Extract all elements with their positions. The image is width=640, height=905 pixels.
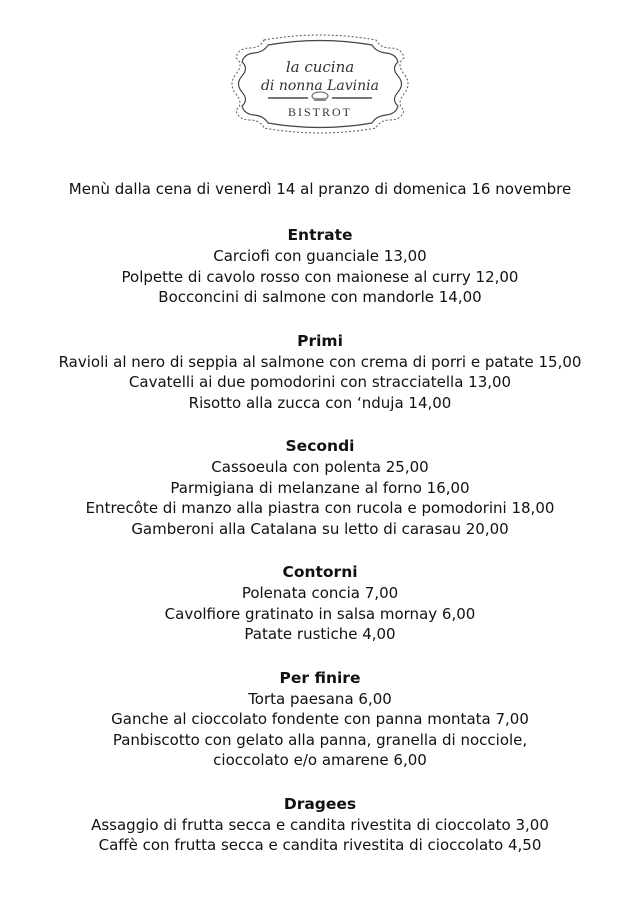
section-secondi xyxy=(0,435,640,539)
section-per-finire xyxy=(0,667,640,771)
section-title: Per finire xyxy=(279,668,361,687)
section-title: Contorni xyxy=(282,563,358,581)
menu-item: Cavolfiore gratinato in salsa mornay 6,00 xyxy=(164,604,476,623)
menu-item: Patate rustiche 4,00 xyxy=(244,625,396,643)
menu-item: Ravioli al nero di seppia al salmone con crema di porri e patate 15,00 xyxy=(58,352,582,371)
menu-item: cioccolato e/o amarene 6,00 xyxy=(213,751,427,769)
menu-item: Ganche al cioccolato fondente con panna montata 7,00 xyxy=(111,710,529,728)
section-title: Primi xyxy=(297,331,343,350)
section-title: Secondi xyxy=(285,437,355,455)
menu-item: Assaggio di frutta secca e candita rivestita di cioccolato 3,00 xyxy=(91,815,549,834)
menu-item: Carciofi con guanciale 13,00 xyxy=(213,247,427,265)
menu-item: Polenata concia 7,00 xyxy=(241,584,399,602)
menu-item: Cavatelli ai due pomodorini con stracciatella 13,00 xyxy=(128,373,512,391)
section-title: Dragees xyxy=(283,794,357,813)
bistrot-logo xyxy=(224,34,416,134)
section-contorni xyxy=(0,561,640,645)
menu-item: Cassoeula con polenta 25,00 xyxy=(211,458,429,476)
menu-item: Risotto alla zucca con ‘nduja 14,00 xyxy=(188,393,452,412)
menu-sections xyxy=(0,224,640,878)
menu-item: Caffè con frutta secca e candita rivestita di cioccolato 4,50 xyxy=(98,836,542,854)
section-primi xyxy=(0,330,640,414)
menu-item: Bocconcini di salmone con mandorle 14,00 xyxy=(158,288,482,306)
menu-item: Polpette di cavolo rosso con maionese al curry 12,00 xyxy=(121,267,519,286)
menu-item: Panbiscotto con gelato alla panna, granella di nocciole, xyxy=(112,730,528,749)
section-dragees xyxy=(0,793,640,856)
logo-line1: la cucina xyxy=(285,58,355,76)
section-entrate xyxy=(0,224,640,308)
menu-item: Entrecôte di manzo alla piastra con rucola e pomodorini 18,00 xyxy=(85,499,555,517)
logo-badge xyxy=(224,34,416,134)
menu-title: Menù dalla cena di venerdì 14 al pranzo di domenica 16 novembre xyxy=(68,180,572,198)
logo-line3: BISTROT xyxy=(287,105,353,119)
menu-item: Torta paesana 6,00 xyxy=(248,689,392,708)
menu-item: Gamberoni alla Catalana su letto di carasau 20,00 xyxy=(131,519,509,538)
section-title: Entrate xyxy=(287,226,353,244)
logo-line2: di nonna Lavinia xyxy=(260,78,380,94)
menu-item: Parmigiana di melanzane al forno 16,00 xyxy=(170,478,470,497)
